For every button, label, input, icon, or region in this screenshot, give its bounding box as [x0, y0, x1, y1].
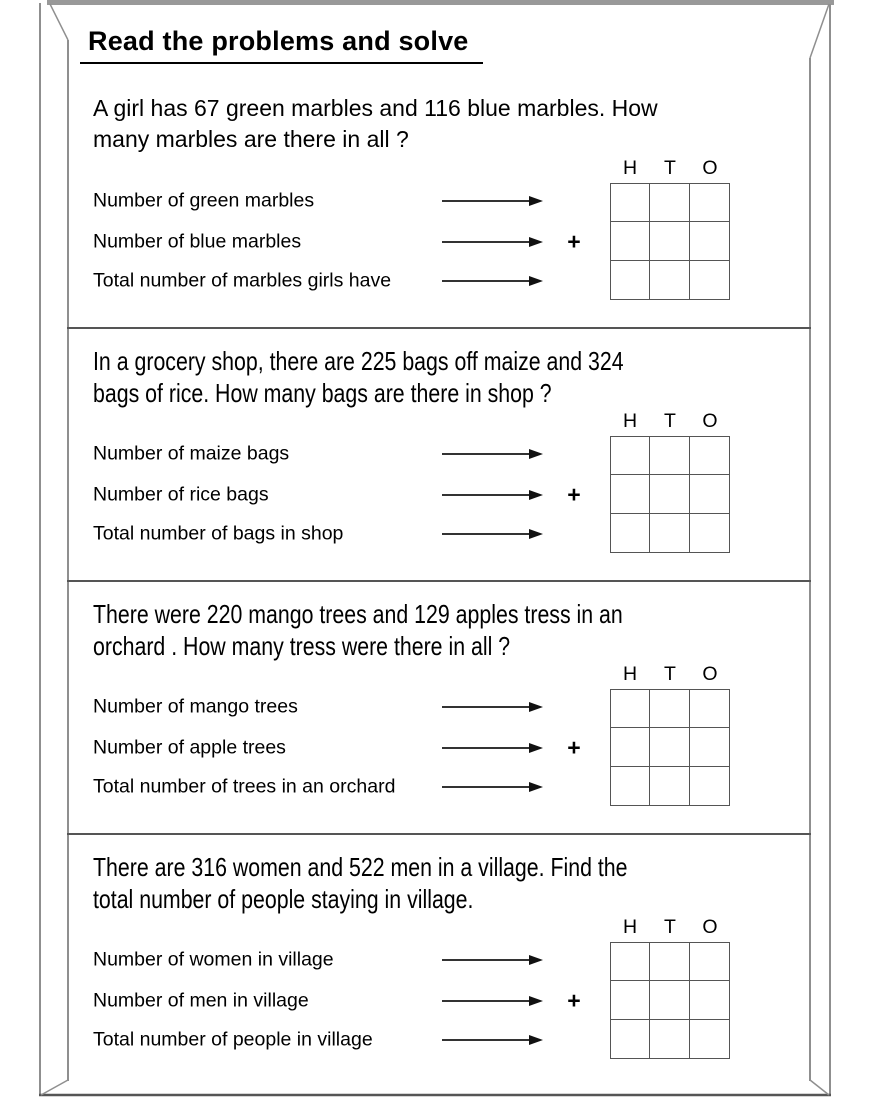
page-title: Read the problems and solve [80, 26, 483, 64]
arrow-right-icon [442, 528, 543, 540]
row-label: Total number of bags in shop [93, 522, 344, 545]
row-label: Number of green marbles [93, 189, 315, 212]
arrow-right-icon [442, 489, 543, 501]
frame-bevel-top-left [50, 4, 68, 40]
worksheet-row [0, 947, 880, 973]
arrow-right-icon [442, 954, 543, 966]
worksheet-row [0, 521, 880, 547]
worksheet-row [0, 694, 880, 720]
hundreds-header: H [622, 157, 638, 179]
worksheet-row [0, 1027, 880, 1053]
answer-cell[interactable] [650, 222, 689, 260]
plus-sign: + [567, 734, 581, 761]
row-label: Number of women in village [93, 948, 334, 971]
arrow-right-icon [442, 1034, 543, 1046]
worksheet-row [0, 988, 880, 1014]
hundreds-header: H [622, 410, 638, 432]
worksheet-row [0, 188, 880, 214]
row-label: Total number of people in village [93, 1028, 373, 1051]
arrow-right-icon [442, 275, 543, 287]
arrow-right-icon [442, 781, 543, 793]
answer-grid [610, 942, 730, 1059]
problem-text [93, 852, 745, 915]
answer-cell[interactable] [650, 1020, 689, 1058]
problem-line: There are 316 women and 522 men in a village. Find the [93, 852, 628, 882]
hundreds-header: H [622, 916, 638, 938]
problem-section-1 [0, 85, 880, 335]
worksheet-row [0, 774, 880, 800]
plus-sign: + [567, 228, 581, 255]
problem-text [93, 599, 739, 662]
answer-cell[interactable] [650, 514, 689, 552]
worksheet-row [0, 229, 880, 255]
problem-text [93, 346, 740, 409]
ones-header: O [702, 916, 718, 938]
place-value-header [610, 916, 730, 939]
row-label: Number of mango trees [93, 695, 298, 718]
answer-cell[interactable] [690, 728, 729, 766]
ones-header: O [702, 157, 718, 179]
arrow-right-icon [442, 448, 543, 460]
worksheet-row [0, 268, 880, 294]
answer-cell[interactable] [690, 261, 729, 299]
tens-header: T [664, 157, 676, 179]
ones-header: O [702, 663, 718, 685]
answer-cell[interactable] [650, 184, 689, 222]
answer-grid [610, 183, 730, 300]
answer-cell[interactable] [611, 437, 650, 475]
row-label: Number of apple trees [93, 736, 286, 759]
arrow-right-icon [442, 701, 543, 713]
answer-cell[interactable] [611, 728, 650, 766]
row-label: Total number of trees in an orchard [93, 775, 396, 798]
problem-section-3 [0, 591, 880, 841]
arrow-right-icon [442, 195, 543, 207]
problem-text [93, 93, 658, 155]
place-value-header [610, 663, 730, 686]
answer-cell[interactable] [611, 261, 650, 299]
arrow-right-icon [442, 236, 543, 248]
answer-cell[interactable] [650, 767, 689, 805]
row-label: Number of blue marbles [93, 230, 302, 253]
answer-cell[interactable] [611, 1020, 650, 1058]
problem-line: In a grocery shop, there are 225 bags off maize and 324 [93, 346, 624, 376]
row-label: Total number of marbles girls have [93, 269, 392, 292]
worksheet-row [0, 482, 880, 508]
arrow-right-icon [442, 742, 543, 754]
ones-header: O [702, 410, 718, 432]
tens-header: T [664, 663, 676, 685]
problem-line: bags of rice. How many bags are there in shop ? [93, 377, 552, 408]
answer-cell[interactable] [690, 437, 729, 475]
answer-cell[interactable] [690, 222, 729, 260]
place-value-header [610, 157, 730, 180]
worksheet-row [0, 441, 880, 467]
place-value-header [610, 410, 730, 433]
problem-section-2 [0, 338, 880, 588]
answer-cell[interactable] [650, 437, 689, 475]
answer-cell[interactable] [690, 943, 729, 981]
answer-cell[interactable] [611, 475, 650, 513]
row-label: Number of men in village [93, 989, 309, 1012]
answer-cell[interactable] [690, 767, 729, 805]
plus-sign: + [567, 481, 581, 508]
row-label: Number of rice bags [93, 483, 269, 506]
arrow-right-icon [442, 995, 543, 1007]
answer-cell[interactable] [650, 981, 689, 1019]
answer-cell[interactable] [650, 728, 689, 766]
answer-cell[interactable] [611, 943, 650, 981]
answer-cell[interactable] [650, 475, 689, 513]
answer-cell[interactable] [690, 1020, 729, 1058]
problem-line: total number of people staying in village. [93, 883, 474, 914]
tens-header: T [664, 916, 676, 938]
answer-cell[interactable] [650, 690, 689, 728]
answer-cell[interactable] [690, 981, 729, 1019]
answer-cell[interactable] [690, 514, 729, 552]
answer-cell[interactable] [611, 981, 650, 1019]
answer-grid [610, 436, 730, 553]
problem-section-4 [0, 844, 880, 1094]
worksheet-row [0, 735, 880, 761]
row-label: Number of maize bags [93, 442, 290, 465]
answer-cell[interactable] [650, 261, 689, 299]
problem-line: There were 220 mango trees and 129 apples tress in an [93, 599, 623, 629]
answer-cell[interactable] [611, 222, 650, 260]
problem-line: A girl has 67 green marbles and 116 blue marbles. How [93, 95, 658, 121]
hundreds-header: H [622, 663, 638, 685]
answer-grid [610, 689, 730, 806]
frame-top-band [47, 0, 834, 5]
answer-cell[interactable] [611, 514, 650, 552]
answer-cell[interactable] [690, 475, 729, 513]
answer-cell[interactable] [611, 690, 650, 728]
problem-line: orchard . How many tress were there in all ? [93, 630, 511, 661]
problem-line: many marbles are there in all ? [93, 126, 409, 152]
answer-cell[interactable] [650, 943, 689, 981]
plus-sign: + [567, 987, 581, 1014]
frame-bevel-top-right [810, 4, 829, 58]
answer-cell[interactable] [611, 767, 650, 805]
tens-header: T [664, 410, 676, 432]
answer-cell[interactable] [611, 184, 650, 222]
answer-cell[interactable] [690, 184, 729, 222]
answer-cell[interactable] [690, 690, 729, 728]
